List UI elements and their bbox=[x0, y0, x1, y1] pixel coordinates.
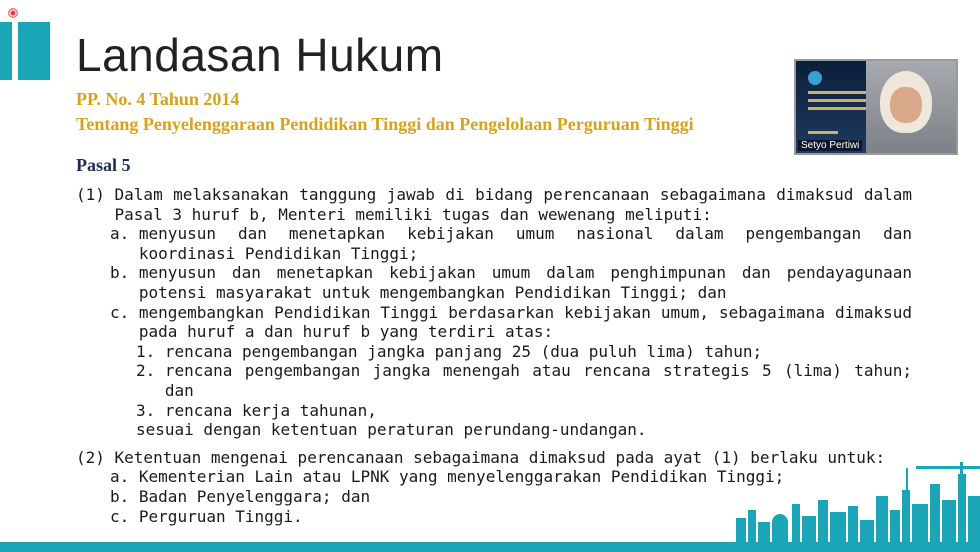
item-text: rencana pengembangan jangka panjang 25 (dua puluh lima) tahun; bbox=[164, 341, 763, 361]
item-letter: b. bbox=[110, 263, 139, 283]
item-letter: a. bbox=[110, 224, 139, 244]
city-skyline-icon bbox=[736, 460, 980, 542]
preview-line bbox=[808, 131, 838, 134]
slide-title: Landasan Hukum bbox=[76, 29, 444, 81]
regulation-number: PP. No. 4 Tahun 2014 bbox=[76, 89, 240, 109]
item-letter: b. bbox=[110, 486, 139, 506]
sub-list-item bbox=[76, 342, 912, 362]
ayat-number: (1) bbox=[76, 185, 115, 204]
decorative-bar-left bbox=[0, 22, 12, 80]
ayat-1 bbox=[76, 185, 912, 224]
sub-list-item bbox=[76, 401, 912, 421]
participant-name-label: Setyo Pertiwi bbox=[798, 140, 862, 151]
item-number: 2. bbox=[136, 361, 165, 381]
sub-list-item bbox=[76, 361, 912, 400]
ayat-closing bbox=[76, 420, 912, 440]
participant-avatar bbox=[866, 61, 956, 153]
item-text: rencana kerja tahunan, bbox=[164, 400, 377, 420]
item-text: mengembangkan Pendidikan Tinggi berdasarkan kebijakan umum, sebagaimana dimaksud pada huruf a dan huruf b yang terdiri atas: bbox=[138, 302, 912, 342]
ayat-number: (2) bbox=[76, 447, 115, 467]
ayat-text: Ketentuan mengenai perencanaan sebagaimana dimaksud pada ayat (1) berlaku untuk: bbox=[114, 447, 886, 467]
university-logo-icon bbox=[808, 71, 822, 85]
item-letter: c. bbox=[110, 302, 139, 322]
item-text: Kementerian Lain atau LPNK yang menyelenggarakan Pendidikan Tinggi; bbox=[138, 467, 785, 487]
ayat-text: Dalam melaksanakan tanggung jawab di bidang perencanaan sebagaimana dimaksud dalam Pasal 3 huruf b, Menteri memiliki tugas dan wewenang meliputi: bbox=[114, 185, 912, 224]
participant-video-thumbnail[interactable] bbox=[794, 59, 958, 155]
item-letter: c. bbox=[110, 506, 139, 526]
item-text: Badan Penyelenggara; dan bbox=[138, 486, 371, 506]
footer-accent-bar bbox=[0, 542, 980, 552]
item-number: 1. bbox=[136, 341, 165, 361]
list-item bbox=[76, 263, 912, 302]
item-text: Perguruan Tinggi. bbox=[138, 506, 303, 526]
preview-line bbox=[808, 99, 868, 102]
face-shape bbox=[890, 87, 922, 123]
item-text: menyusun dan menetapkan kebijakan umum dalam penghimpunan dan pendayagunaan potensi masyarakat untuk mengembangkan Pendidikan Tinggi; dan bbox=[138, 263, 912, 302]
preview-line bbox=[808, 107, 874, 110]
pasal-heading: Pasal 5 bbox=[76, 155, 131, 175]
list-item bbox=[76, 224, 912, 263]
item-text: menyusun dan menetapkan kebijakan umum nasional dalam pengembangan dan koordinasi Pendidikan Tinggi; bbox=[138, 224, 912, 263]
item-text: rencana pengembangan jangka menengah atau rencana strategis 5 (lima) tahun; dan bbox=[164, 361, 912, 400]
closing-text: sesuai dengan ketentuan peraturan perundang-undangan. bbox=[136, 420, 647, 440]
decorative-bar-right bbox=[18, 22, 50, 80]
item-number: 3. bbox=[136, 400, 165, 420]
regulation-subject: Tentang Penyelenggaraan Pendidikan Tinggi dan Pengelolaan Perguruan Tinggi bbox=[76, 114, 694, 134]
list-item bbox=[76, 303, 912, 342]
item-letter: a. bbox=[110, 467, 139, 487]
recording-indicator-icon bbox=[8, 8, 18, 18]
